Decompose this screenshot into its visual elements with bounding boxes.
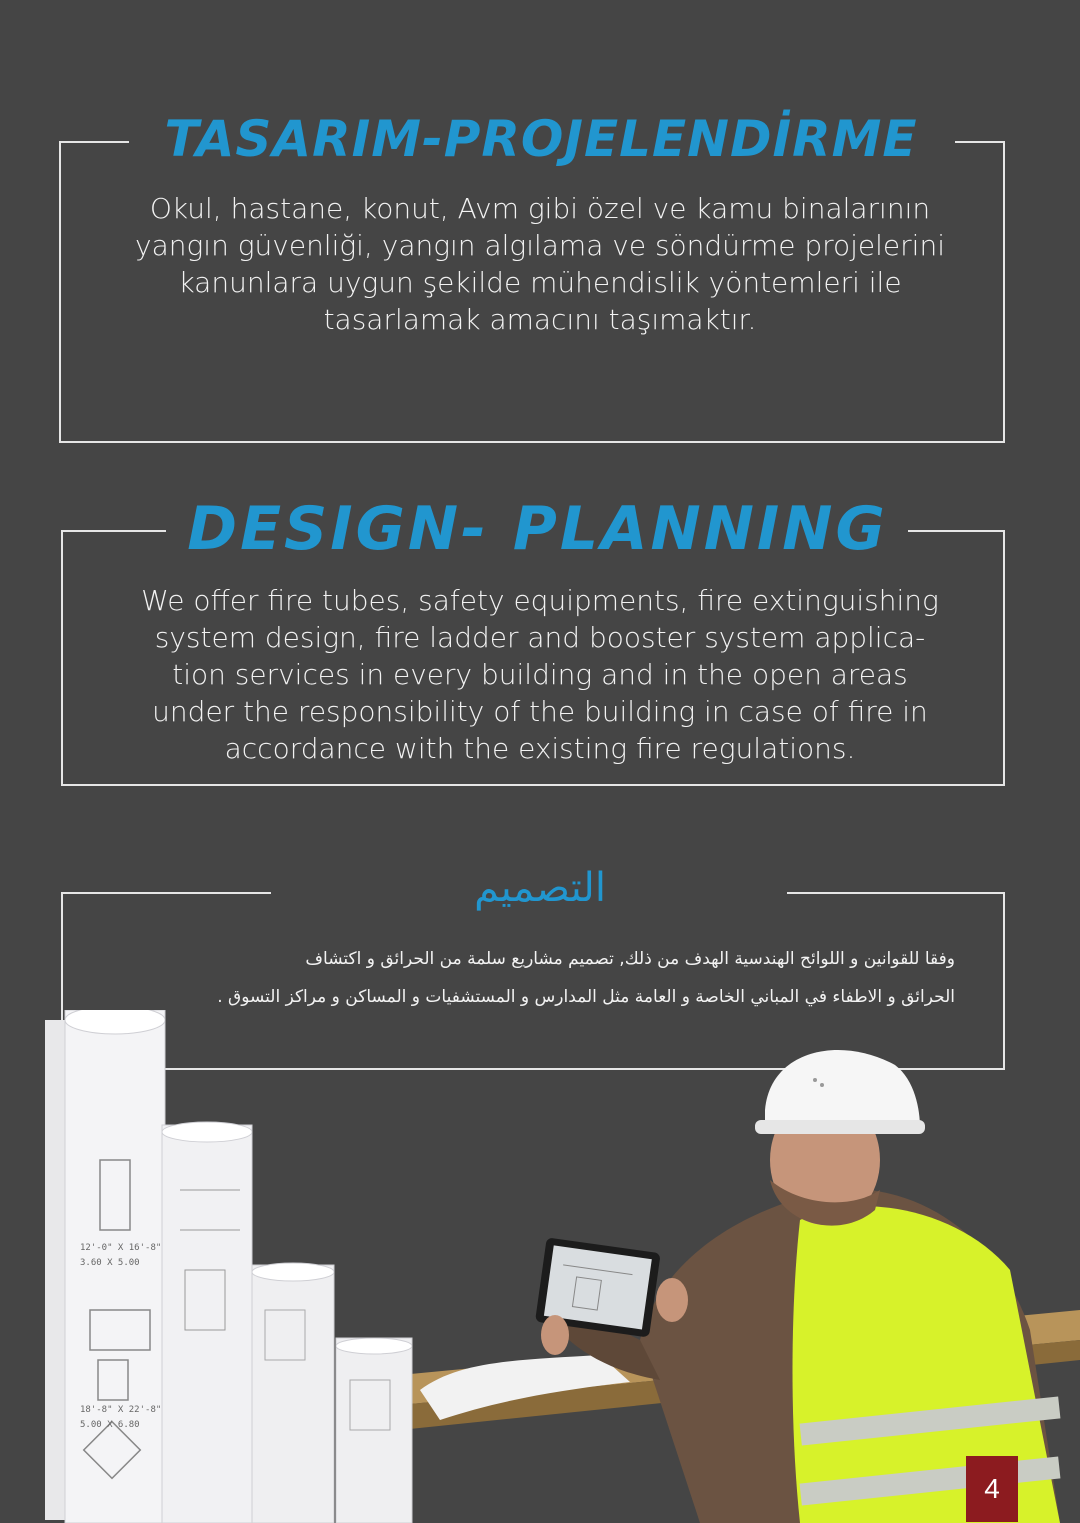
section-tr-title: TASARIM-PROJELENDİRME xyxy=(164,110,918,168)
section-en-line-left xyxy=(61,530,166,532)
section-en-line: accordance with the existing fire regulations. xyxy=(224,732,856,765)
section-ar-line-right xyxy=(787,892,1005,894)
page-number-badge: 4 xyxy=(966,1456,1018,1522)
section-ar-line: وفقا للقوانين و اللوائح الهندسية الهدف من ذلك, تصميم مشاريع سلمة من الحرائق و اكتشاف xyxy=(305,949,955,969)
section-ar-title: التصميم xyxy=(474,865,606,911)
section-en-body xyxy=(80,582,1000,767)
section-tr-line-left xyxy=(59,141,129,143)
section-ar-body xyxy=(120,940,955,1016)
section-tr-body xyxy=(80,190,1000,338)
section-ar-line: الحرائق و الاطفاء في المباني الخاصة و العامة مثل المدارس و المستشفيات و المساكن و مراكز التسوق . xyxy=(217,987,955,1007)
blueprint-label: 5.00 X 6.80 xyxy=(80,1420,140,1430)
blueprint-label: 12'-0" X 16'-8" xyxy=(80,1243,162,1253)
illustration xyxy=(0,1010,1080,1523)
section-en-line: under the responsibility of the building in case of fire in xyxy=(152,695,928,728)
section-en-line: system design, fire ladder and booster system applica- xyxy=(154,621,926,654)
section-tr-line: yangın güvenliği, yangın algılama ve söndürme projelerini xyxy=(135,229,945,262)
section-en-title: DESIGN- PLANNING xyxy=(187,494,888,564)
section-en-line: tion services in every building and in the open areas xyxy=(172,658,908,691)
section-en-line-right xyxy=(908,530,1005,532)
section-en-line: We offer fire tubes, safety equipments, fire extinguishing xyxy=(141,584,939,617)
worker-icon xyxy=(535,1050,1060,1523)
section-tr-line-right xyxy=(955,141,1005,143)
section-tr-line: tasarlamak amacını taşımaktır. xyxy=(323,303,757,336)
blueprint-label: 18'-8" X 22'-8" xyxy=(80,1405,162,1415)
section-tr-line: Okul, hastane, konut, Avm gibi özel ve kamu binalarının xyxy=(149,192,931,225)
blueprint-label: 3.60 X 5.00 xyxy=(80,1258,140,1268)
section-ar-line-left xyxy=(61,892,271,894)
section-tr-line: kanunlara uygun şekilde mühendislik yöntemleri ile xyxy=(178,266,902,299)
